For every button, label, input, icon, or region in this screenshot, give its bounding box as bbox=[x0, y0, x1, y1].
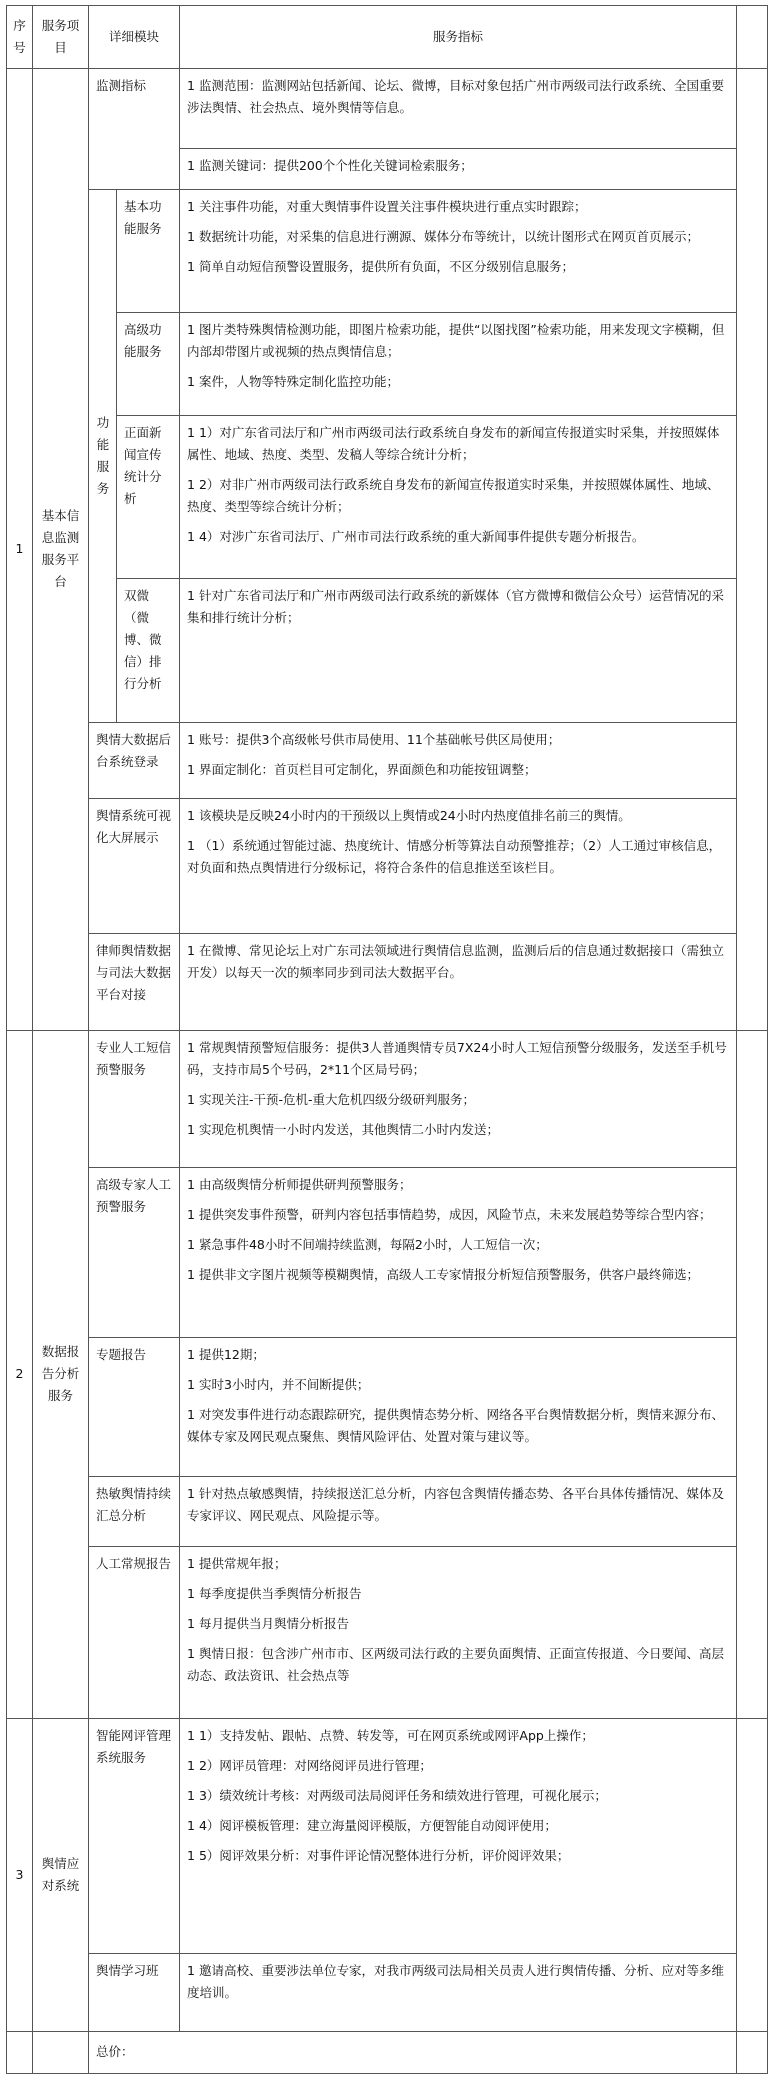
indicator-cell bbox=[180, 313, 737, 415]
table-row bbox=[7, 1476, 768, 1546]
indicator-cell bbox=[180, 1167, 737, 1337]
indicator-line: 1 实现危机舆情一小时内发送，其他舆情二小时内发送； bbox=[187, 1121, 499, 1137]
indicator-line: 1 在微博、常见论坛上对广东司法领域进行舆情信息监测，监测后后的信息通过数据接口（需独立开发）以每天一次的频率同步到司法大数据平台。 bbox=[187, 943, 724, 981]
indicator-cell bbox=[180, 1719, 737, 1954]
header-item: 服务项目 bbox=[33, 6, 89, 69]
table-row bbox=[7, 723, 768, 799]
extra-cell bbox=[737, 1030, 768, 1719]
indicator-line: 1 2）对非广州市两级司法行政系统自身发布的新闻宣传报道实时采集，并按照媒体属性、地域、热度、类型等综合统计分析； bbox=[187, 476, 720, 514]
indicator-line: 1 1）对广东省司法厅和广州市两级司法行政系统自身发布的新闻宣传报道实时采集，并按照媒体属性、地域、热度、类型、发稿人等综合统计分析； bbox=[187, 424, 720, 462]
indicator-line: 1 2）网评员管理：对网络阅评员进行管理； bbox=[187, 1758, 432, 1774]
indicator-line: 1 案件，人物等特殊定制化监控功能； bbox=[187, 374, 399, 390]
header-module: 详细模块 bbox=[89, 6, 180, 69]
indicator-line: 1 该模块是反映24小时内的干预级以上舆情或24小时内热度值排名前三的舆情。 bbox=[187, 808, 631, 824]
module-cell: 智能网评管理系统服务 bbox=[89, 1719, 180, 1954]
indicator-line: 1 1）支持发帖、跟帖、点赞、转发等，可在网页系统或网评App上操作； bbox=[187, 1728, 594, 1744]
table-row bbox=[7, 313, 768, 415]
table-row bbox=[7, 1167, 768, 1337]
indicator-line: 1 提供突发事件预警，研判内容包括事情趋势，成因，风险节点，未来发展趋势等综合型内容； bbox=[187, 1206, 712, 1222]
indicator-line: 1 数据统计功能，对采集的信息进行溯源、媒体分布等统计，以统计图形式在网页首页展示； bbox=[187, 229, 699, 245]
module-cell: 舆情学习班 bbox=[89, 1954, 180, 2031]
module-cell: 热敏舆情持续汇总分析 bbox=[89, 1476, 180, 1546]
module-cell: 基本功能服务 bbox=[117, 190, 180, 313]
indicator-line: 1 实现关注-干预-危机-重大危机四级分级研判服务； bbox=[187, 1091, 475, 1107]
table-row bbox=[7, 799, 768, 934]
indicator-line: 1 由高级舆情分析师提供研判预警服务； bbox=[187, 1176, 412, 1192]
module-cell: 专业人工短信预警服务 bbox=[89, 1030, 180, 1167]
indicator-cell bbox=[180, 69, 737, 149]
indicator-line: 1 常规舆情预警短信服务：提供3人普通舆情专员7X24小时人工短信预警分级服务，发送至手机号码，支持市局5个号码，2*11个区局号码； bbox=[187, 1039, 727, 1077]
indicator-line: 1 图片类特殊舆情检测功能，即图片检索功能，提供“以图找图”检索功能，用来发现文字模糊，但内部却带图片或视频的热点舆情信息； bbox=[187, 322, 725, 360]
module-cell: 高级专家人工预警服务 bbox=[89, 1167, 180, 1337]
module-cell: 舆情大数据后台系统登录 bbox=[89, 723, 180, 799]
header-extra bbox=[737, 6, 768, 69]
indicator-cell bbox=[180, 934, 737, 1030]
indicator-line: 1 对突发事件进行动态跟踪研究，提供舆情态势分析、网络各平台舆情数据分析，舆情来源分布、媒体专家及网民观点聚焦、舆情风险评估、处置对策与建议等。 bbox=[187, 1407, 724, 1445]
module-cell: 监测指标 bbox=[89, 69, 180, 190]
table-row bbox=[7, 1954, 768, 2031]
indicator-cell bbox=[180, 149, 737, 190]
table-header-row bbox=[7, 6, 768, 69]
table-row bbox=[7, 190, 768, 313]
group-seq: 1 bbox=[7, 69, 33, 1030]
indicator-line: 1 每月提供当月舆情分析报告 bbox=[187, 1615, 349, 1631]
indicator-line: 1 界面定制化：首页栏目可定制化，界面颜色和功能按钮调整； bbox=[187, 762, 537, 778]
indicator-line: 1 （1）系统通过智能过滤、热度统计、情感分析等算法自动预警推荐；（2）人工通过审核信息，对负面和热点舆情进行分级标记，将符合条件的信息推送至该栏目。 bbox=[187, 838, 722, 876]
indicator-cell bbox=[180, 1954, 737, 2031]
module-cell: 高级功能服务 bbox=[117, 313, 180, 415]
indicator-line: 1 邀请高校、重要涉法单位专家，对我市两级司法局相关员责人进行舆情传播、分析、应对等多维度培训。 bbox=[187, 1963, 724, 2001]
indicator-line: 1 针对热点敏感舆情，持续报送汇总分析，内容包含舆情传播态势、各平台具体传播情况、媒体及专家评议、网民观点、风险提示等。 bbox=[187, 1485, 724, 1523]
extra-cell bbox=[737, 1719, 768, 2031]
table-row bbox=[7, 69, 768, 149]
indicator-cell bbox=[180, 1476, 737, 1546]
indicator-cell bbox=[180, 190, 737, 313]
indicator-line: 1 监测范围：监测网站包括新闻、论坛、微博，目标对象包括广州市两级司法行政系统、全国重要涉法舆情、社会热点、境外舆情等信息。 bbox=[187, 78, 724, 116]
module-cell: 双微（微博、微信）排行分析 bbox=[117, 578, 180, 722]
total-row bbox=[7, 2031, 768, 2073]
indicator-cell bbox=[180, 723, 737, 799]
indicator-line: 1 5）阅评效果分析：对事件评论情况整体进行分析，评价阅评效果； bbox=[187, 1848, 570, 1864]
indicator-cell bbox=[180, 415, 737, 578]
total-label: 总价： bbox=[89, 2031, 737, 2073]
extra-cell bbox=[737, 69, 768, 1030]
module-cell: 人工常规报告 bbox=[89, 1546, 180, 1719]
indicator-line: 1 4）对涉广东省司法厅、广州市司法行政系统的重大新闻事件提供专题分析报告。 bbox=[187, 528, 645, 544]
indicator-cell bbox=[180, 578, 737, 722]
indicator-line: 1 关注事件功能，对重大舆情事件设置关注事件模块进行重点实时跟踪； bbox=[187, 199, 587, 215]
table-row bbox=[7, 1030, 768, 1167]
group-seq: 3 bbox=[7, 1719, 33, 2031]
total-blank-item bbox=[33, 2031, 89, 2073]
module-cell: 正面新闻宣传统计分析 bbox=[117, 415, 180, 578]
module-cell: 专题报告 bbox=[89, 1338, 180, 1476]
indicator-cell bbox=[180, 1338, 737, 1476]
indicator-line: 1 提供12期； bbox=[187, 1347, 265, 1363]
indicator-line: 1 紧急事件48小时不间端持续监测，每隔2小时，人工短信一次； bbox=[187, 1236, 548, 1252]
header-indicator: 服务指标 bbox=[180, 6, 737, 69]
table-row bbox=[7, 1546, 768, 1719]
table-row bbox=[7, 578, 768, 722]
indicator-cell bbox=[180, 799, 737, 934]
subgroup-label: 功能服务 bbox=[96, 415, 110, 497]
total-extra bbox=[737, 2031, 768, 2073]
indicator-line: 1 每季度提供当季舆情分析报告 bbox=[187, 1585, 362, 1601]
group-name: 基本信息监测服务平台 bbox=[33, 69, 89, 1030]
table-row bbox=[7, 934, 768, 1030]
indicator-line: 1 4）阅评模板管理：建立海量阅评模版，方便智能自动阅评使用； bbox=[187, 1818, 557, 1834]
indicator-line: 1 提供非文字图片视频等模糊舆情，高级人工专家情报分析短信预警服务，供客户最终筛选； bbox=[187, 1266, 699, 1282]
table-row bbox=[7, 1338, 768, 1476]
group-name: 舆情应对系统 bbox=[33, 1719, 89, 2031]
indicator-line: 1 针对广东省司法厅和广州市两级司法行政系统的新媒体（官方微博和微信公众号）运营情况的采集和排行统计分析； bbox=[187, 587, 724, 625]
module-cell: 舆情系统可视化大屏展示 bbox=[89, 799, 180, 934]
table-row bbox=[7, 1719, 768, 1954]
indicator-line: 1 监测关键词：提供200个个性化关键词检索服务； bbox=[187, 158, 473, 174]
group-name: 数据报告分析服务 bbox=[33, 1030, 89, 1719]
indicator-cell bbox=[180, 1546, 737, 1719]
indicator-line: 1 账号：提供3个高级帐号供市局使用、11个基础帐号供区局使用； bbox=[187, 732, 561, 748]
indicator-line: 1 简单自动短信预警设置服务，提供所有负面，不区分级别信息服务； bbox=[187, 259, 574, 275]
indicator-line: 1 3）绩效统计考核：对两级司法局阅评任务和绩效进行管理，可视化展示； bbox=[187, 1788, 607, 1804]
table-row bbox=[7, 415, 768, 578]
indicator-line: 1 提供常规年报； bbox=[187, 1555, 287, 1571]
service-table bbox=[6, 5, 768, 2074]
group-seq: 2 bbox=[7, 1030, 33, 1719]
indicator-line: 1 实时3小时内，并不间断提供； bbox=[187, 1377, 370, 1393]
subgroup-cell bbox=[89, 190, 117, 723]
indicator-line: 1 舆情日报：包含涉广州市市、区两级司法行政的主要负面舆情、正面宣传报道、今日要闻、高层动态、政法资讯、社会热点等 bbox=[187, 1645, 724, 1683]
indicator-cell bbox=[180, 1030, 737, 1167]
total-blank-seq bbox=[7, 2031, 33, 2073]
module-cell: 律师舆情数据与司法大数据平台对接 bbox=[89, 934, 180, 1030]
header-seq: 序号 bbox=[7, 6, 33, 69]
